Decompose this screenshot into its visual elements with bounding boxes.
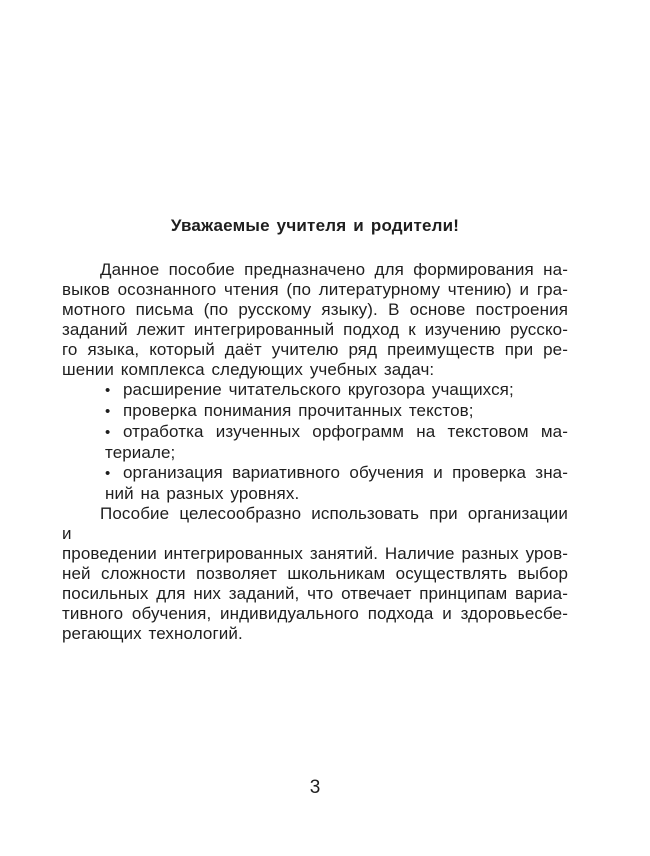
page-number: 3: [309, 777, 321, 798]
text-line: выков осознанного чтения (по литературному чтению) и гра-: [62, 280, 568, 299]
text-line: териале;: [105, 443, 176, 462]
bullet-list-item: [105, 380, 568, 401]
text-line: шении комплекса следующих учебных задач:: [62, 360, 435, 379]
bullet-item-label: расширение читательского кругозора учащихся;: [123, 380, 514, 399]
text-block: [62, 216, 568, 644]
text-line: Пособие целесообразно использовать при организации и: [62, 504, 568, 543]
text-line: Данное пособие предназначено для формирования на-: [100, 260, 568, 279]
bullet-list-item: [105, 463, 568, 484]
text-line: тивного обучения, индивидуального подхода и здоровьесбе-: [62, 604, 568, 623]
bullet-icon: •: [105, 424, 111, 441]
text-line: регающих технологий.: [62, 624, 243, 643]
text-line: ний на разных уровнях.: [105, 484, 300, 503]
text-line: заданий лежит интегрированный подход к изучению русско-: [62, 320, 568, 339]
text-line: ней сложности позволяет школьникам осуществлять выбор: [62, 564, 568, 583]
text-line: посильных для них заданий, что отвечает принципам вариа-: [62, 584, 568, 603]
bullet-item-label: отработка изученных орфограмм на текстовом ма-: [123, 422, 568, 441]
page-heading: Уважаемые учителя и родители!: [170, 216, 460, 235]
bullet-list-item: [105, 401, 568, 422]
bullet-icon: •: [105, 403, 111, 420]
text-line: мотного письма (по русскому языку). В основе построения: [62, 300, 568, 319]
bullet-icon: •: [105, 382, 111, 399]
bullet-icon: •: [105, 465, 111, 482]
bullet-list-item: [105, 422, 568, 443]
bullet-item-label: организация вариативного обучения и проверка зна-: [123, 463, 568, 482]
text-line: проведении интегрированных занятий. Наличие разных уров-: [62, 544, 568, 563]
text-line: го языка, который даёт учителю ряд преимуществ при ре-: [62, 340, 568, 359]
bullet-item-label: проверка понимания прочитанных текстов;: [123, 401, 474, 420]
